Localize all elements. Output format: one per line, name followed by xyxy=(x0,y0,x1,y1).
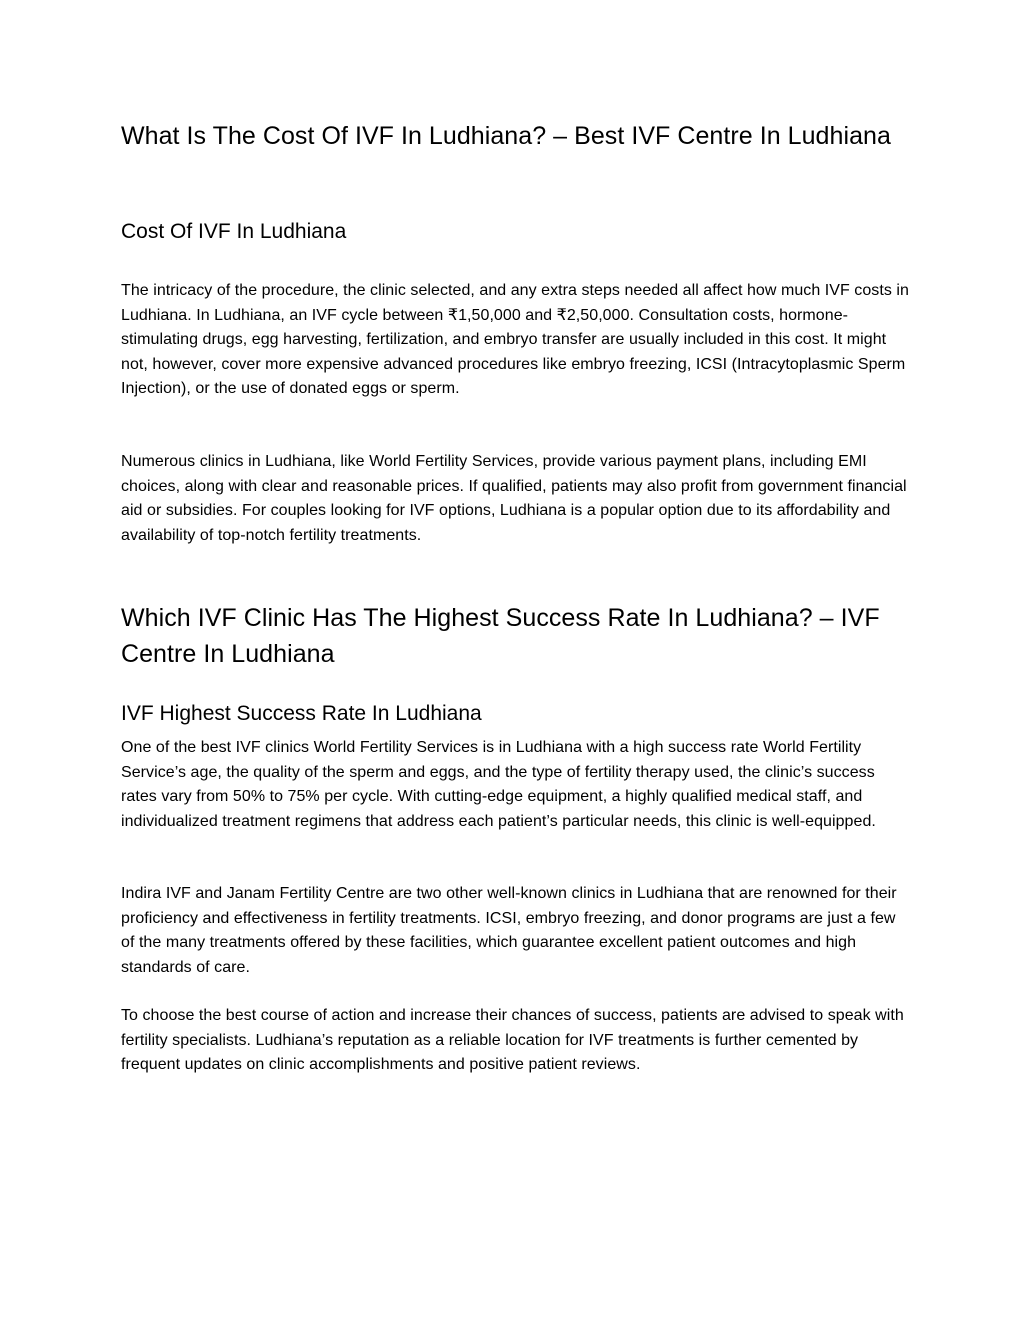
section1-title: What Is The Cost Of IVF In Ludhiana? – Best IVF Centre In Ludhiana xyxy=(121,122,891,150)
section2-paragraph-3: To choose the best course of action and increase their chances of success, patients are advised to speak with fertility specialists. Ludhiana’s reputation as a reliable location for IVF treatments is further cemented by frequent updates on clinic accomplishments and positive patient reviews. xyxy=(121,1007,904,1073)
section1-paragraph-1: The intricacy of the procedure, the clinic selected, and any extra steps needed all affect how much IVF costs in Ludhiana. In Ludhiana, an IVF cycle between ₹1,50,000 and ₹2,50,000. Consultation costs, hormone-stimulating drugs, egg harvesting, fertilization, and embryo transfer are usually included in this cost. It might not, however, cover more expensive advanced procedures like embryo freezing, ICSI (Intracytoplasmic Sperm Injection), or the use of donated eggs or sperm. xyxy=(121,282,909,397)
section2-paragraph-1: One of the best IVF clinics World Fertility Services is in Ludhiana with a high success rate World Fertility Service’s age, the quality of the sperm and eggs, and the type of fertility therapy used, the clinic’s success rates vary from 50% to 75% per cycle. With cutting-edge equipment, a highly qualified medical staff, and individualized treatment regimens that address each patient’s particular needs, this clinic is well-equipped. xyxy=(121,739,876,830)
section2-subtitle: IVF Highest Success Rate In Ludhiana xyxy=(121,702,482,725)
section1-subtitle: Cost Of IVF In Ludhiana xyxy=(121,220,347,243)
section1-paragraph-2: Numerous clinics in Ludhiana, like World Fertility Services, provide various payment plans, including EMI choices, along with clear and reasonable prices. If qualified, patients may also profit from government financial aid or subsidies. For couples looking for IVF options, Ludhiana is a popular option due to its affordability and availability of top-notch fertility treatments. xyxy=(121,453,907,544)
section2-paragraph-2: Indira IVF and Janam Fertility Centre are two other well-known clinics in Ludhiana that are renowned for their proficiency and effectiveness in fertility treatments. ICSI, embryo freezing, and donor programs are just a few of the many treatments offered by these facilities, which guarantee excellent patient outcomes and high standards of care. xyxy=(121,885,897,976)
section2-title: Which IVF Clinic Has The Highest Success Rate In Ludhiana? – IVF Centre In Ludhiana xyxy=(121,604,880,668)
